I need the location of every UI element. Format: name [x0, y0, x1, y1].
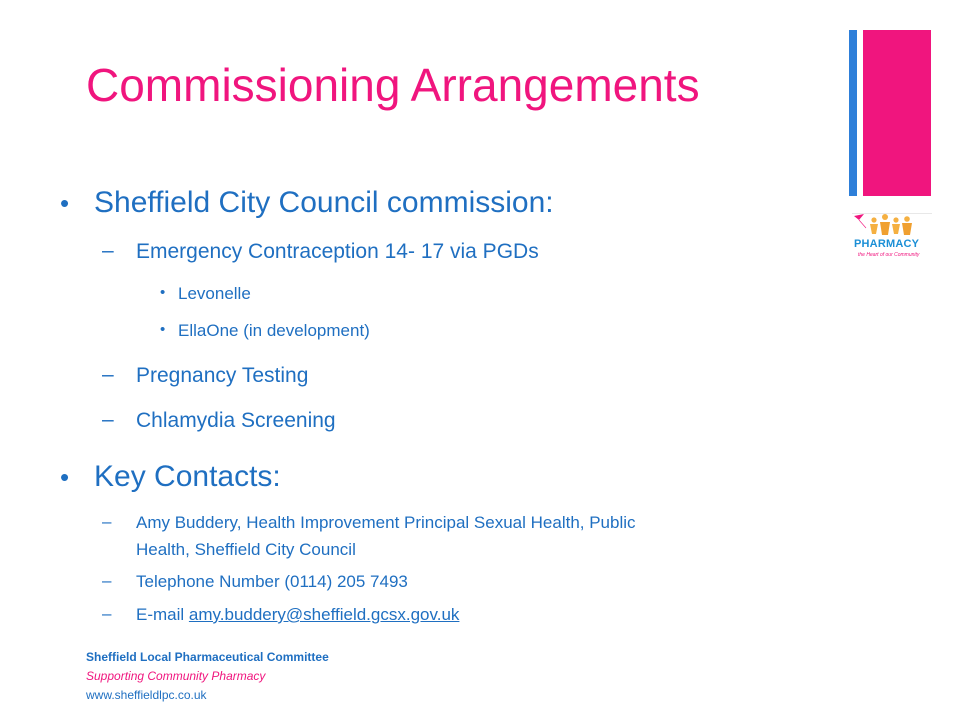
bullet-marker: •	[60, 462, 70, 492]
footer-organisation: Sheffield Local Pharmaceutical Committee	[86, 650, 329, 664]
logo-tagline: the Heart of our Community	[858, 252, 920, 258]
contact-email-label: E-mail	[136, 605, 185, 624]
dash-marker: –	[102, 408, 114, 431]
list-item-emergency-contraception: Emergency Contraception 14- 17 via PGDs	[136, 240, 539, 263]
sub-item-ellaone: EllaOne (in development)	[178, 321, 370, 340]
section-heading-key-contacts: Key Contacts:	[94, 460, 281, 493]
contact-name-line-1: Amy Buddery, Health Improvement Principal Sexual Health, Public	[136, 513, 636, 532]
list-item-pregnancy-testing: Pregnancy Testing	[136, 364, 309, 387]
contact-email-row	[136, 602, 459, 628]
list-item-chlamydia-screening: Chlamydia Screening	[136, 409, 336, 432]
dash-marker: –	[102, 571, 112, 590]
contact-name-line-2: Health, Sheffield City Council	[136, 540, 356, 559]
bullet-marker: •	[160, 321, 166, 338]
dash-marker: –	[102, 363, 114, 386]
accent-bar-pink	[863, 30, 931, 196]
contact-telephone: Telephone Number (0114) 205 7493	[136, 572, 408, 591]
dash-marker: –	[102, 512, 112, 531]
dash-marker: –	[102, 239, 114, 262]
sub-item-levonelle: Levonelle	[178, 284, 251, 303]
footer-tagline: Supporting Community Pharmacy	[86, 669, 266, 683]
dash-marker: –	[102, 604, 112, 623]
section-heading-commission: Sheffield City Council commission:	[94, 186, 554, 219]
bullet-marker: •	[60, 188, 70, 218]
slide-title: Commissioning Arrangements	[86, 59, 700, 111]
accent-bar-blue	[849, 30, 857, 196]
logo-wordmark: PHARMACY	[854, 238, 920, 250]
footer-website-link[interactable]: www.sheffieldlpc.co.uk	[86, 688, 207, 702]
contact-email-link[interactable]: amy.buddery@sheffield.gcsx.gov.uk	[188, 605, 460, 624]
bullet-marker: •	[160, 284, 166, 301]
